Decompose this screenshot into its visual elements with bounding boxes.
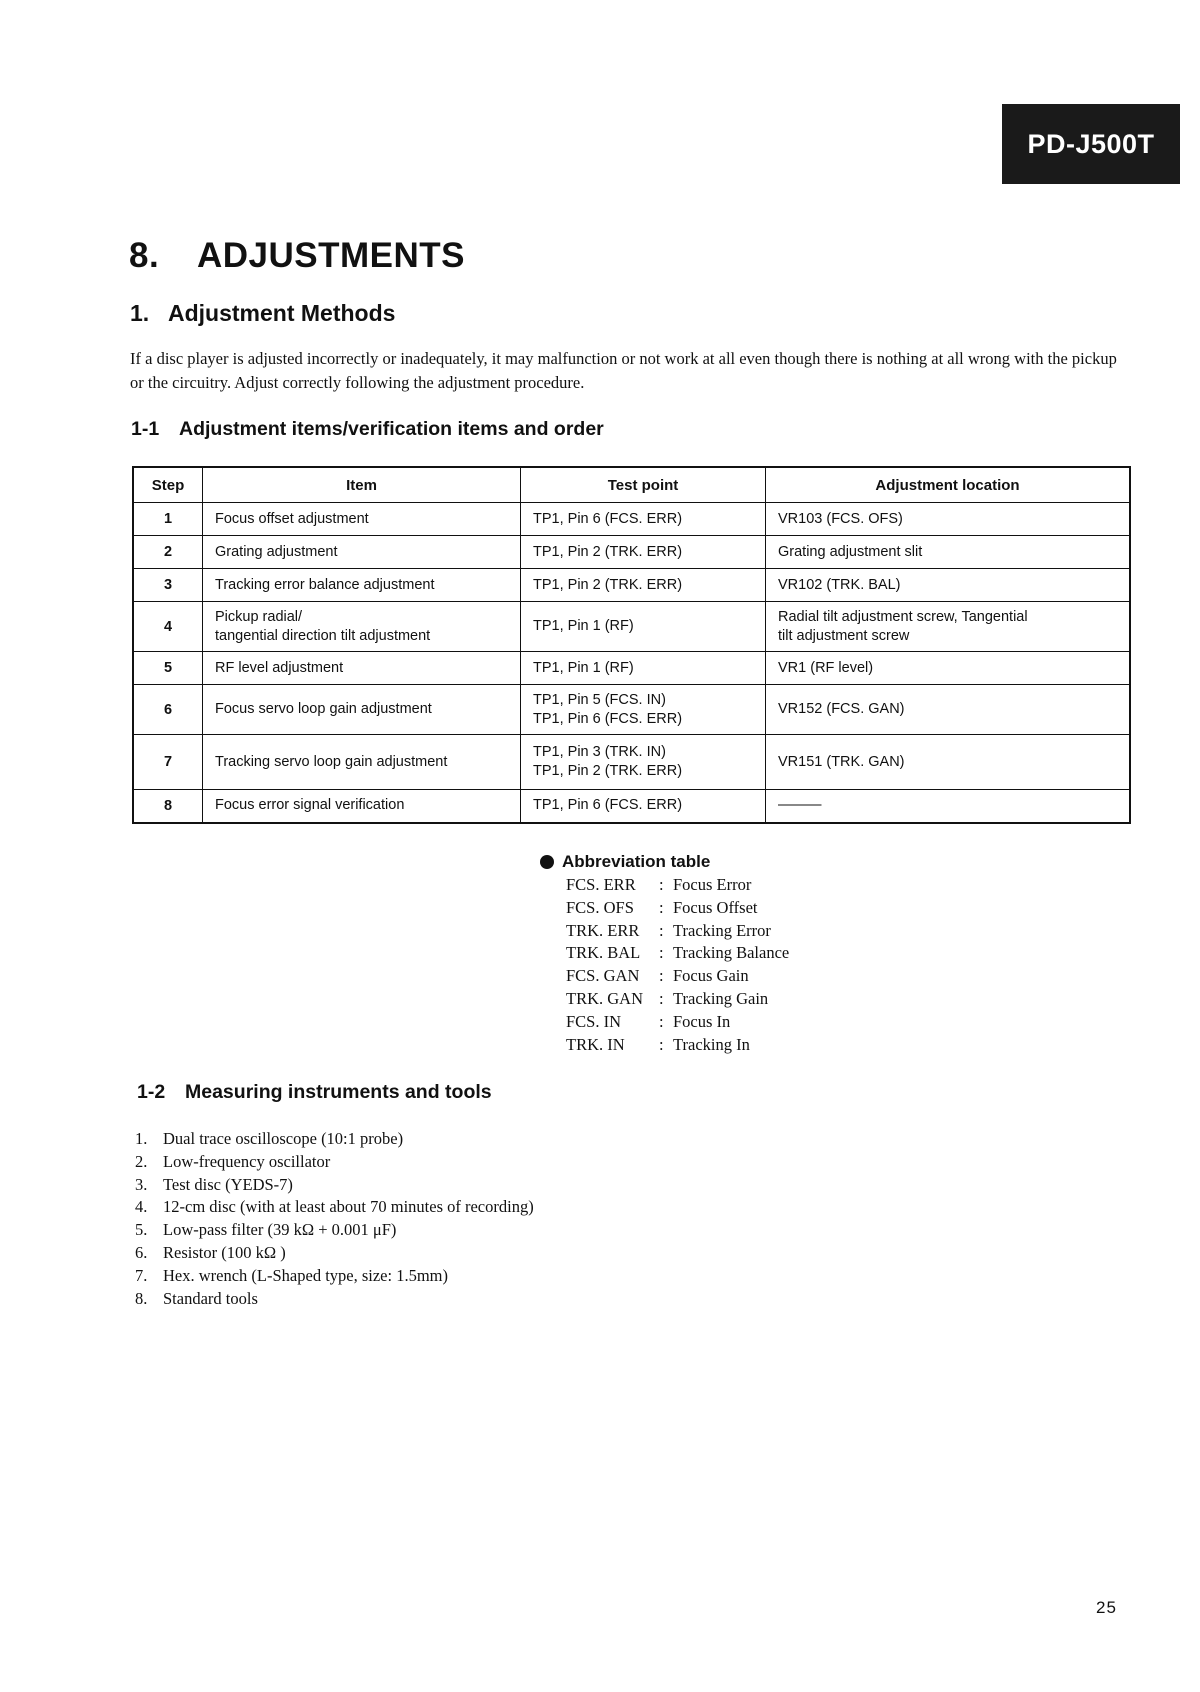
abbreviation-separator: :: [659, 943, 664, 963]
abbreviation-item: [566, 942, 789, 965]
abbreviation-separator: :: [659, 966, 664, 986]
cell-test-point: [521, 652, 766, 685]
table-body: [133, 503, 1130, 823]
cell-test-point: [521, 536, 766, 569]
cell-location-line: Radial tilt adjustment screw, Tangential: [778, 608, 1028, 625]
cell-test-point-line: TP1, Pin 5 (FCS. IN): [533, 691, 666, 708]
cell-item: [203, 503, 521, 536]
cell-test-point: [521, 685, 766, 735]
tool-number: 2.: [135, 1151, 148, 1171]
cell-location-line: VR102 (TRK. BAL): [778, 576, 901, 593]
abbreviation-meaning: Focus In: [673, 1011, 731, 1031]
table-row: [133, 569, 1130, 602]
abbreviation-table: [540, 852, 789, 1056]
cell-test-point: [521, 735, 766, 790]
table-row: [133, 536, 1130, 569]
cell-item-line: RF level adjustment: [215, 659, 344, 676]
part1-number: 1-1: [131, 418, 160, 440]
tool-text: Test disc (YEDS-7): [163, 1174, 293, 1194]
tool-text: 12-cm disc (with at least about 70 minutes of recording): [163, 1197, 534, 1217]
tool-number: 1.: [135, 1129, 148, 1148]
table-row: [133, 735, 1130, 790]
abbreviation-item: [566, 965, 789, 988]
cell-item: [203, 569, 521, 602]
subsection-title: [130, 300, 395, 327]
abbreviation-meaning: Focus Error: [673, 875, 752, 894]
abbreviation-meaning: Tracking Balance: [673, 943, 790, 963]
cell-test-point-line: TP1, Pin 1 (RF): [533, 659, 634, 676]
abbreviation-meaning: Tracking Gain: [673, 988, 769, 1008]
subsection-number: 1.: [130, 300, 150, 326]
section-number: 8.: [129, 236, 160, 275]
table-row: [133, 790, 1130, 823]
cell-item: [203, 652, 521, 685]
cell-item-line: tangential direction tilt adjustment: [215, 627, 431, 644]
abbreviation-meaning: Focus Offset: [673, 897, 758, 917]
cell-step: 4: [133, 602, 203, 652]
subsection-title-text: Adjustment Methods: [168, 300, 396, 326]
abbreviation-item: [566, 1034, 789, 1057]
cell-item-line: Focus offset adjustment: [215, 510, 369, 527]
cell-item: [203, 790, 521, 823]
abbreviation-meaning: Tracking In: [673, 1034, 750, 1054]
cell-step: 1: [133, 503, 203, 536]
abbreviation-item: [566, 897, 789, 920]
cell-location: [766, 790, 1131, 823]
abbreviation-code: FCS. GAN: [566, 966, 640, 986]
tool-number: 4.: [135, 1197, 148, 1217]
cell-test-point-line: TP1, Pin 6 (FCS. ERR): [533, 710, 683, 727]
cell-test-point: [521, 503, 766, 536]
tool-item: [135, 1128, 534, 1151]
tool-item: [135, 1174, 534, 1197]
cell-location: [766, 503, 1131, 536]
abbreviation-code: TRK. ERR: [566, 920, 640, 940]
cell-location-line: Grating adjustment slit: [778, 543, 923, 560]
part1-title: Adjustment items/verification items and order: [179, 418, 604, 440]
page-number: 25: [1096, 1598, 1117, 1617]
tool-text: Low-frequency oscillator: [163, 1151, 331, 1171]
table-header-row: [133, 467, 1130, 503]
abbreviation-list: [540, 874, 789, 1056]
tool-item: [135, 1151, 534, 1174]
cell-test-point-line: TP1, Pin 2 (TRK. ERR): [533, 763, 683, 779]
cell-test-point-line: TP1, Pin 3 (TRK. IN): [533, 744, 666, 760]
cell-test-point: [521, 569, 766, 602]
cell-step: 2: [133, 536, 203, 569]
abbreviation-separator: :: [659, 920, 664, 940]
cell-item-line: Tracking error balance adjustment: [215, 576, 435, 593]
cell-step: 5: [133, 652, 203, 685]
tool-item: [135, 1288, 534, 1311]
cell-item-line: Focus error signal verification: [215, 797, 405, 814]
part2-title: Measuring instruments and tools: [185, 1081, 492, 1103]
abbreviation-code: TRK. BAL: [566, 943, 641, 963]
cell-item-line: Grating adjustment: [215, 543, 338, 560]
header-test-point: Test point: [521, 467, 766, 503]
abbreviation-title-text: Abbreviation table: [562, 852, 711, 871]
abbreviation-item: [566, 874, 789, 897]
cell-item: [203, 536, 521, 569]
part2-heading: [137, 1081, 492, 1104]
cell-location: [766, 652, 1131, 685]
abbreviation-title: [540, 852, 789, 872]
cell-item: [203, 685, 521, 735]
abbreviation-item: [566, 1011, 789, 1034]
header-step: Step: [133, 467, 203, 503]
table-row: [133, 602, 1130, 652]
cell-location: [766, 735, 1131, 790]
cell-location-line: VR1 (RF level): [778, 659, 874, 676]
abbreviation-separator: :: [659, 988, 664, 1008]
tool-text: Standard tools: [163, 1288, 258, 1308]
tool-item: [135, 1265, 534, 1288]
cell-location: [766, 602, 1131, 652]
bullet-icon: [540, 855, 554, 869]
cell-location: [766, 569, 1131, 602]
abbreviation-meaning: Tracking Error: [673, 920, 771, 940]
tool-text: Dual trace oscilloscope (10:1 probe): [163, 1129, 404, 1148]
cell-location-line: VR103 (FCS. OFS): [778, 510, 903, 527]
table-row: [133, 685, 1130, 735]
cell-location-line: tilt adjustment screw: [778, 627, 910, 644]
header-item: Item: [203, 467, 521, 503]
abbreviation-meaning: Focus Gain: [673, 966, 749, 986]
abbreviation-code: FCS. ERR: [566, 875, 636, 894]
abbreviation-item: [566, 988, 789, 1011]
adjustment-table: [132, 466, 1131, 824]
tool-number: 5.: [135, 1220, 148, 1240]
cell-item-line: Focus servo loop gain adjustment: [215, 701, 432, 717]
abbreviation-separator: :: [659, 875, 664, 894]
cell-step: 3: [133, 569, 203, 602]
section-title: [129, 236, 465, 276]
cell-test-point-line: TP1, Pin 6 (FCS. ERR): [533, 510, 683, 527]
tool-number: 3.: [135, 1174, 148, 1194]
part2-number: 1-2: [137, 1081, 166, 1103]
tool-item: [135, 1219, 534, 1242]
cell-step: 6: [133, 685, 203, 735]
cell-test-point: [521, 790, 766, 823]
intro-paragraph: If a disc player is adjusted incorrectly or inadequately, it may malfunction or not work at all even though there is nothing at all wrong with the pickup or the circuitry. Adjust correctly following the adjustment procedure.: [130, 349, 1117, 392]
tool-number: 6.: [135, 1242, 148, 1262]
cell-item: [203, 602, 521, 652]
abbreviation-separator: :: [659, 897, 664, 917]
cell-test-point: [521, 602, 766, 652]
table-row: [133, 503, 1130, 536]
cell-item-line: Tracking servo loop gain adjustment: [215, 753, 448, 770]
tool-text: Low-pass filter (39 kΩ + 0.001 μF): [163, 1220, 397, 1240]
tool-number: 7.: [135, 1265, 148, 1285]
abbreviation-code: FCS. OFS: [566, 897, 634, 917]
abbreviation-code: FCS. IN: [566, 1011, 622, 1031]
tool-item: [135, 1196, 534, 1219]
table-row: [133, 652, 1130, 685]
tool-text: Hex. wrench (L-Shaped type, size: 1.5mm): [163, 1265, 448, 1285]
cell-test-point-line: TP1, Pin 6 (FCS. ERR): [533, 797, 683, 814]
cell-step: 8: [133, 790, 203, 823]
cell-test-point-line: TP1, Pin 1 (RF): [533, 618, 634, 634]
model-badge: PD-J500T: [1002, 104, 1180, 184]
tools-list: [135, 1128, 534, 1310]
header-location: Adjustment location: [766, 467, 1131, 503]
cell-item-line: Pickup radial/: [215, 608, 303, 625]
cell-test-point-line: TP1, Pin 2 (TRK. ERR): [533, 543, 683, 560]
abbreviation-separator: :: [659, 1034, 664, 1054]
part1-heading: [131, 418, 604, 441]
abbreviation-code: TRK. IN: [566, 1034, 625, 1054]
tool-text: Resistor (100 kΩ ): [163, 1242, 286, 1262]
cell-location: [766, 536, 1131, 569]
cell-test-point-line: TP1, Pin 2 (TRK. ERR): [533, 576, 683, 593]
tool-item: [135, 1242, 534, 1265]
tool-number: 8.: [135, 1288, 148, 1308]
cell-item: [203, 735, 521, 790]
cell-location: [766, 685, 1131, 735]
section-title-text: ADJUSTMENTS: [197, 236, 466, 275]
cell-location-line: VR152 (FCS. GAN): [778, 701, 905, 717]
cell-step: 7: [133, 735, 203, 790]
cell-location-line: VR151 (TRK. GAN): [778, 753, 905, 770]
abbreviation-code: TRK. GAN: [566, 988, 643, 1008]
abbreviation-separator: :: [659, 1011, 664, 1031]
cell-location-line: ———: [778, 797, 822, 814]
abbreviation-item: [566, 920, 789, 943]
